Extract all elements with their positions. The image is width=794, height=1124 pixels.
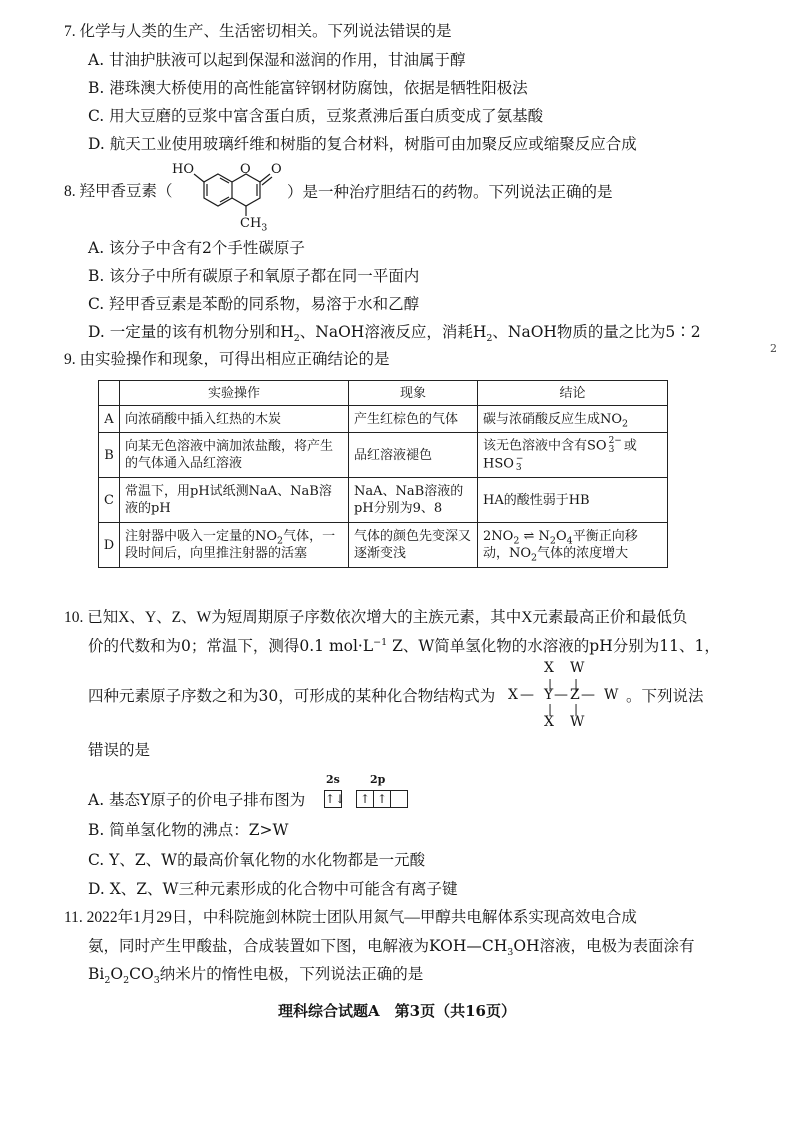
table-row [99, 433, 668, 478]
q8-d-sub1: 2 [293, 333, 300, 345]
row-b-concl-1: 该无色溶液中含有SO [483, 438, 607, 454]
orbital-2s-label: 2s [326, 773, 340, 786]
row-d-c-sub4: 2 [531, 552, 538, 564]
q11-sub1: 2 [104, 975, 111, 987]
row-phenomenon: 气体的颜色先变深又逐渐变浅 [349, 523, 478, 568]
mol-ch3-text: CH [240, 216, 262, 231]
row-conclusion [478, 433, 668, 478]
orbital-box [390, 790, 408, 808]
row-d-c3: O [555, 529, 567, 544]
row-label: C [99, 478, 120, 523]
equilibrium-arrow-icon: ⇌ [523, 529, 535, 544]
row-b-sup2: − [515, 454, 524, 464]
struct-w-top: W [570, 660, 585, 676]
q11-bi: Bi [88, 965, 105, 983]
struct-bond-horizontal: — [581, 687, 595, 703]
row-b-concl-2: 或 [623, 438, 637, 454]
q10-option-b: B. 简单氢化物的沸点：Z>W [88, 821, 289, 839]
q8-d-part1: D. 一定量的该有机物分别和H [88, 323, 294, 341]
struct-w-right: W [604, 687, 619, 703]
q11-line1: 11. 2022年1月29日，中科院施剑林院士团队用氮气—甲醇共电解体系实现高效电合成 [64, 909, 637, 926]
orbital-diagram [318, 773, 428, 813]
q7-option-a: A. 甘油护肤液可以起到保湿和滋润的作用，甘油属于醇 [88, 51, 466, 69]
q8-d-part2: 、NaOH溶液反应，消耗H [299, 323, 487, 341]
struct-x-left: X [508, 687, 518, 703]
q11-line3 [88, 964, 424, 987]
row-label: D [99, 523, 120, 568]
q10-line2-sup: −1 [373, 636, 388, 648]
page-footer: 理科综合试题A 第3页（共16页） [278, 1002, 516, 1020]
q11-sub3: 3 [153, 975, 160, 987]
q10-option-c: C. Y、Z、W的最高价氧化物的水化物都是一元酸 [88, 851, 426, 869]
struct-x-bottom: X [544, 714, 554, 730]
row-conclusion: HA的酸性弱于HB [478, 478, 668, 523]
row-d-c-sub1: 2 [513, 535, 520, 547]
row-b-sub2: 3 [515, 463, 522, 473]
q8-d-part3: 、NaOH物质的量之比为5∶2 [492, 323, 701, 341]
q11-co: CO [129, 965, 154, 983]
row-conclusion [478, 523, 668, 568]
q11-o: O [110, 965, 124, 983]
mol-ch3-label [240, 214, 267, 234]
q9-stem: 9. 由实验操作和现象，可得出相应正确结论的是 [64, 351, 390, 368]
q11-line2-part2: OH溶液，电极为表面涂有 [513, 937, 695, 955]
row-operation: 向浓硝酸中插入红热的木炭 [120, 406, 349, 433]
structural-formula [508, 660, 624, 732]
row-d-c4: 平衡正向移动，NO [483, 529, 638, 561]
struct-bond-vertical: | [574, 702, 579, 716]
q7-stem: 7. 化学与人类的生产、生活密切相关。下列说法错误的是 [64, 23, 452, 40]
table-row [99, 406, 668, 433]
q10-line2 [88, 636, 720, 656]
margin-mark: 2 [770, 342, 777, 355]
q10-line1: 10. 已知X、Y、Z、W为短周期原子序数依次增大的主族元素，其中X元素最高正价和最低负 [64, 609, 688, 626]
experiment-table [98, 380, 668, 568]
row-d-c-sub2: 2 [549, 535, 556, 547]
row-d-op-sub: 2 [277, 535, 284, 547]
q8-d-sub2: 2 [486, 333, 493, 345]
q7-option-c: C. 用大豆磨的豆浆中富含蛋白质，豆浆煮沸后蛋白质变成了氨基酸 [88, 107, 544, 125]
q8-option-a: A. 该分子中含有2个手性碳原子 [88, 239, 305, 257]
table-header-row [99, 381, 668, 406]
mol-ring-o-label: O [240, 162, 251, 177]
q7-option-d: D. 航天工业使用玻璃纤维和树脂的复合材料，树脂可由加聚反应或缩聚反应合成 [88, 135, 637, 153]
orbital-box: ↑↓ [325, 792, 346, 806]
row-d-c-sub3: 4 [566, 535, 573, 547]
q8-stem-before: 8. 羟甲香豆素（ [64, 183, 173, 200]
struct-bond-vertical: | [548, 677, 553, 691]
q11-line2-sub: 3 [507, 947, 514, 959]
q10-line4: 错误的是 [88, 741, 151, 759]
q7-option-b: B. 港珠澳大桥使用的高性能富锌钢材防腐蚀，依据是牺牲阳极法 [88, 79, 528, 97]
struct-w-bottom: W [570, 714, 585, 730]
row-d-c5: 气体的浓度增大 [537, 546, 629, 561]
q10-line2-part2: Z、W简单氢化物的水溶液的pH分别为11、1， [387, 637, 720, 655]
row-conclusion [478, 406, 668, 433]
row-phenomenon: 产生红棕色的气体 [349, 406, 478, 433]
struct-bond-horizontal: — [520, 687, 534, 703]
row-operation: 常温下，用pH试纸测NaA、NaB溶液的pH [120, 478, 349, 523]
struct-y: Y [544, 687, 554, 703]
orbital-box: ↑ [373, 790, 391, 808]
row-a-concl-sub: 2 [622, 418, 629, 430]
struct-x-top: X [544, 660, 554, 676]
row-d-c1: 2NO [483, 529, 514, 544]
q11-rest: 纳米片的惰性电极，下列说法正确的是 [159, 965, 424, 983]
mol-ho-label: HO [172, 162, 194, 177]
row-b-sub1: 3 [608, 445, 615, 455]
table-header-phenomenon: 现象 [349, 381, 478, 406]
q10-line2-part1: 价的代数和为0；常温下，测得0.1 mol·L [88, 637, 374, 655]
q11-line2 [88, 936, 695, 959]
q8-option-d [88, 322, 701, 345]
row-b-concl-3: HSO [483, 456, 514, 472]
row-phenomenon: 品红溶液褪色 [349, 433, 478, 478]
orbital-2p-label: 2p [370, 773, 386, 786]
orbital-box: ↑ [356, 790, 374, 808]
table-header-operation: 实验操作 [120, 381, 349, 406]
q10-option-d: D. X、Z、W三种元素形成的化合物中可能含有离子键 [88, 880, 458, 898]
mol-carbonyl-o-label: O [271, 162, 282, 177]
q11-sub2: 2 [123, 975, 130, 987]
table-row [99, 523, 668, 568]
row-phenomenon: NaA、NaB溶液的pH分别为9、8 [349, 478, 478, 523]
row-a-concl-text: 碳与浓硝酸反应生成NO [483, 411, 623, 427]
table-row [99, 478, 668, 523]
row-operation [120, 523, 349, 568]
row-d-op-1: 注射器中吸入一定量的NO [125, 529, 278, 544]
row-d-c2: N [538, 529, 550, 544]
q10-option-a: A. 基态Y原子的价电子排布图为 [88, 791, 306, 809]
q10-line3: 四种元素原子序数之和为30，可形成的某种化合物结构式为 [88, 687, 496, 705]
table-header-blank [99, 381, 120, 406]
struct-bond-vertical: | [574, 677, 579, 691]
struct-bond-vertical: | [548, 702, 553, 716]
q8-stem-after: ）是一种治疗胆结石的药物。下列说法正确的是 [287, 183, 613, 201]
q8-option-c: C. 羟甲香豆素是苯酚的同系物，易溶于水和乙醇 [88, 295, 420, 313]
mol-ch3-sub: 3 [261, 222, 268, 234]
row-d-op-2: 气体，一段时间后，向里推注射器的活塞 [125, 529, 336, 561]
table-header-conclusion: 结论 [478, 381, 668, 406]
struct-bond-horizontal: — [554, 687, 568, 703]
q11-line2-part1: 氨，同时产生甲酸盐，合成装置如下图，电解液为KOH—CH [88, 937, 508, 955]
row-operation: 向某无色溶液中滴加浓盐酸，将产生的气体通入品红溶液 [120, 433, 349, 478]
q8-option-b: B. 该分子中所有碳原子和氧原子都在同一平面内 [88, 267, 420, 285]
row-label: B [99, 433, 120, 478]
q10-line3-end: 。下列说法 [626, 687, 704, 705]
struct-z: Z [570, 687, 580, 703]
row-label: A [99, 406, 120, 433]
row-b-sup1: 2− [608, 436, 622, 446]
